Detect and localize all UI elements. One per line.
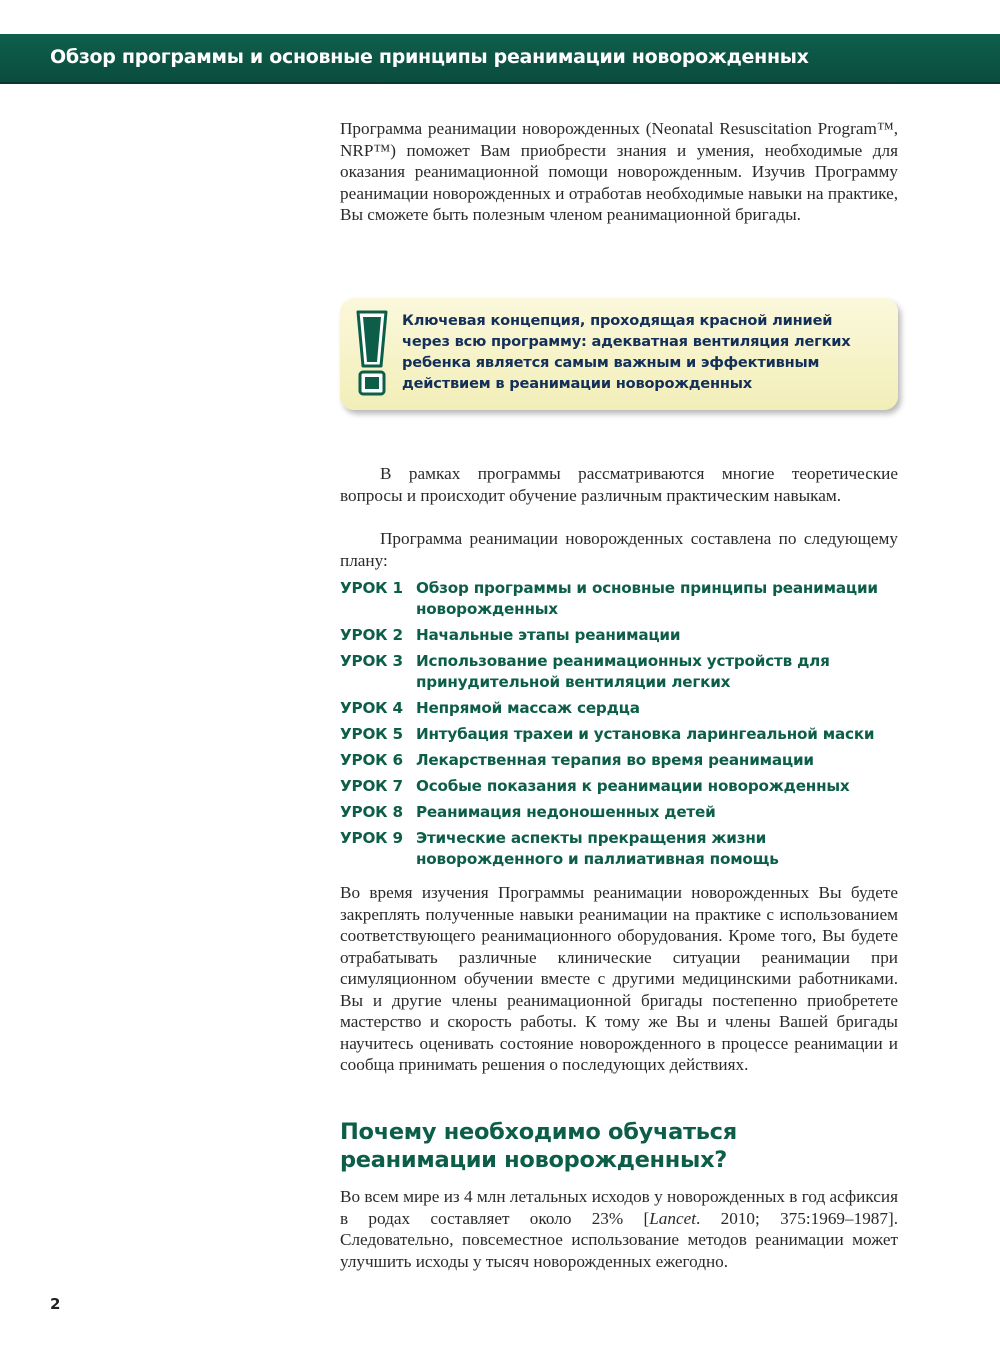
chapter-title: Обзор программы и основные принципы реанимации новорожденных <box>50 46 809 68</box>
page-number: 2 <box>50 1295 61 1313</box>
lesson-number: УРОК 3 <box>340 652 403 670</box>
lesson-item <box>340 651 900 693</box>
lesson-item <box>340 776 900 797</box>
citation-details: . 2010; 375:1969–1987] <box>696 1208 894 1228</box>
lesson-title: Лекарственная терапия во время реанимации <box>416 751 814 769</box>
lesson-number: УРОК 9 <box>340 829 403 847</box>
citation-journal: Lancet <box>649 1208 697 1228</box>
section-text-end: . Следовательно, повсеместное использование методов реанимации может улучшить исходы у тысяч новорожденных ежегодно. <box>340 1208 898 1271</box>
lesson-title: Использование реанимационных устройств для принудительной вентиляции легких <box>416 652 830 691</box>
key-concept-callout <box>340 298 898 410</box>
lesson-number: УРОК 6 <box>340 751 403 769</box>
exclamation-icon <box>354 308 390 398</box>
key-concept-line: действием в реанимации новорожденных <box>402 375 752 392</box>
key-concept-line: ребенка является самым важным и эффективным <box>402 354 820 371</box>
section-heading-line: реанимации новорожденных? <box>340 1147 728 1173</box>
lesson-title: Особые показания к реанимации новорожденных <box>416 777 850 795</box>
lesson-title: Этические аспекты прекращения жизни новорожденного и паллиативная помощь <box>416 829 779 868</box>
chapter-header-bar <box>0 34 1000 84</box>
section-paragraph <box>340 1186 898 1272</box>
lesson-title: Начальные этапы реанимации <box>416 626 681 644</box>
key-concept-line: через всю программу: адекватная вентиляция легких <box>402 333 851 350</box>
lesson-title: Непрямой массаж сердца <box>416 699 640 717</box>
lesson-item <box>340 802 900 823</box>
lesson-item <box>340 828 900 870</box>
lesson-item <box>340 724 900 745</box>
plan-paragraph: Программа реанимации новорожденных составлена по следующему плану: <box>340 529 898 570</box>
section-heading-line: Почему необходимо обучаться <box>340 1119 737 1145</box>
intro-paragraph: Программа реанимации новорожденных (Neonatal Resuscitation Program™, NRP™) поможет Вам приобрести знания и умения, необходимые для оказания реанимационной помощи новорожденным. Изучив Программу реанимации новорожденных и отработав необходимые навыки на практике, Вы сможете быть полезным членом реанимационной бригады. <box>340 119 898 224</box>
key-concept-line: Ключевая концепция, проходящая красной линией <box>402 312 833 329</box>
lesson-title: Интубация трахеи и установка ларингеальной маски <box>416 725 875 743</box>
lesson-number: УРОК 4 <box>340 699 403 717</box>
lesson-number: УРОК 5 <box>340 725 403 743</box>
lesson-number: УРОК 7 <box>340 777 403 795</box>
lesson-item <box>340 698 900 719</box>
lesson-title: Обзор программы и основные принципы реанимации новорожденных <box>416 579 878 618</box>
scope-paragraph: В рамках программы рассматриваются многие теоретические вопросы и происходит обучение различным практическим навыкам. <box>340 464 898 505</box>
section-text-start: Во всем мире из 4 млн летальных исходов у новорожденных в год асфиксия в родах составляет около 23% [ <box>340 1187 898 1228</box>
lesson-number: УРОК 8 <box>340 803 403 821</box>
section-heading <box>340 1118 900 1174</box>
lesson-list <box>340 578 900 875</box>
key-concept-text <box>402 310 882 394</box>
lesson-number: УРОК 2 <box>340 626 403 644</box>
lesson-item <box>340 750 900 771</box>
lesson-number: УРОК 1 <box>340 579 403 597</box>
lesson-item <box>340 578 900 620</box>
lesson-item <box>340 625 900 646</box>
lesson-title: Реанимация недоношенных детей <box>416 803 716 821</box>
practice-paragraph: Во время изучения Программы реанимации новорожденных Вы будете закреплять полученные навыки реанимации на практике с использованием соответствующего реанимационного оборудования. Кроме того, Вы будете отрабатывать различные клинические ситуации реанимации при симуляционном обучении вместе с другими медицинскими работниками. Вы и другие члены реанимационной бригады постепенно приобретете мастерство и скорость работы. К тому же Вы и члены Вашей бригады научитесь оценивать состояние новорожденного в процессе реанимации и сообща принимать решения о последующих действиях. <box>340 883 898 1074</box>
